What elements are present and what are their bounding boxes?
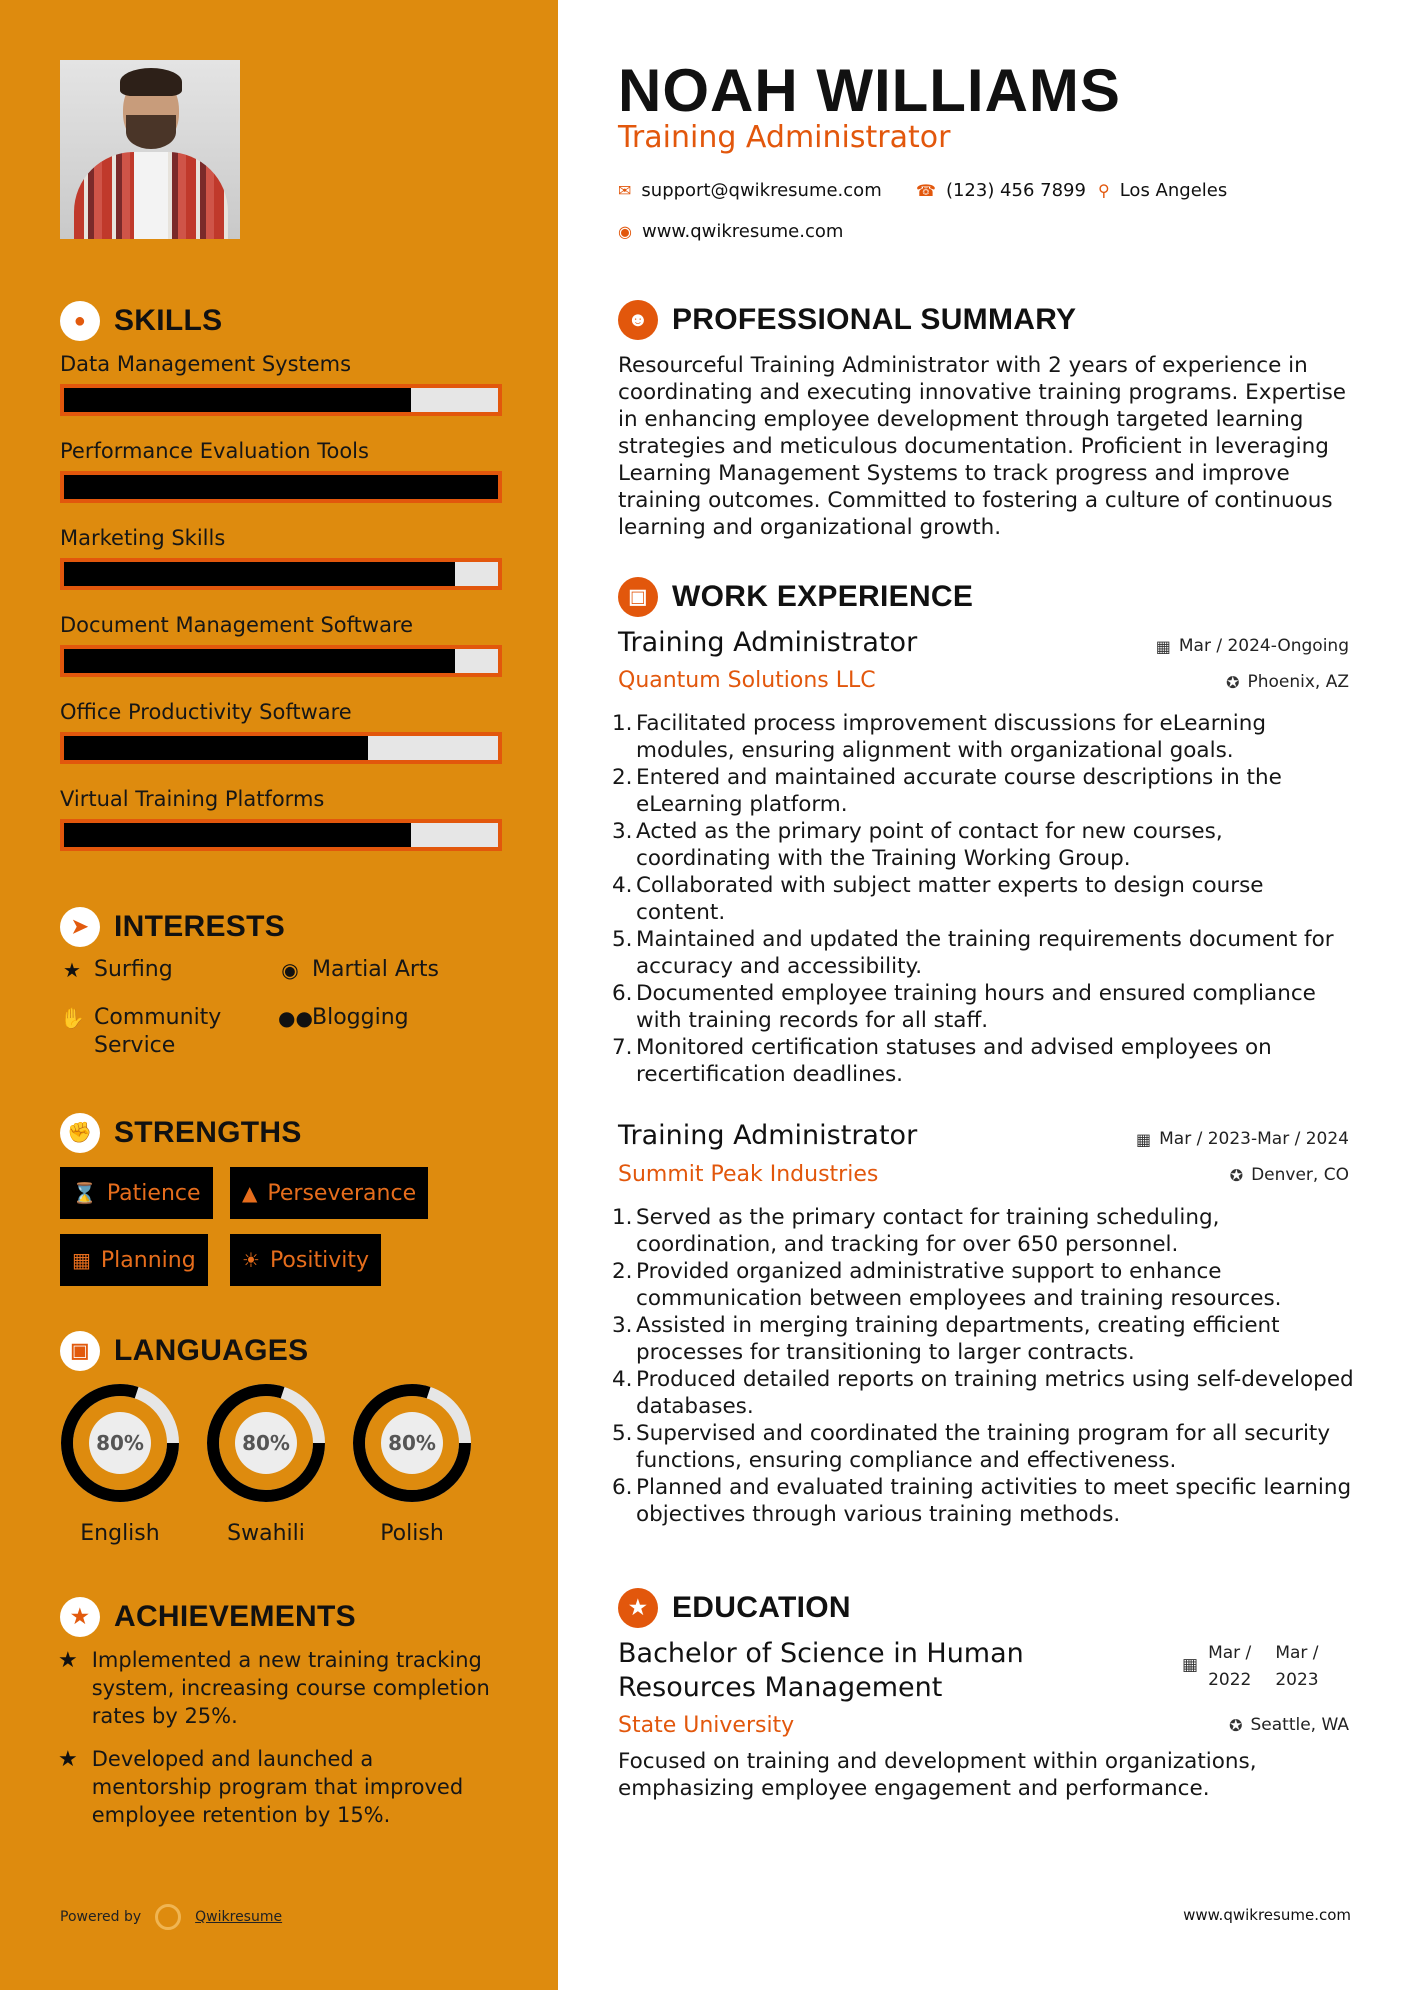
interest-item: ●● Blogging bbox=[278, 1005, 409, 1030]
skill-name: Virtual Training Platforms bbox=[60, 787, 325, 811]
star-badge-icon: ★ bbox=[60, 1597, 100, 1637]
candidate-title: Training Administrator bbox=[618, 120, 951, 155]
calendar-icon: ▦ bbox=[72, 1248, 91, 1272]
star-icon: ★ bbox=[58, 1648, 78, 1673]
languages-heading: ▣ LANGUAGES bbox=[60, 1331, 308, 1371]
achievements-heading: ★ ACHIEVEMENTS bbox=[60, 1597, 356, 1637]
bullet-number: 6. bbox=[612, 981, 633, 1006]
skill-item bbox=[60, 700, 502, 764]
bullet-number: 6. bbox=[612, 1475, 633, 1500]
interest-item: ★ Surfing bbox=[60, 956, 173, 984]
job-bullet bbox=[612, 710, 1358, 764]
language-name: Polish bbox=[380, 1521, 444, 1546]
globe-icon: ◉ bbox=[618, 222, 632, 241]
profile-photo bbox=[60, 60, 240, 239]
bullet-text: Served as the primary contact for training scheduling, coordination, and tracking for over 650 personnel. bbox=[636, 1205, 1220, 1257]
job-dates: ▦ Mar / 2023-Mar / 2024 bbox=[1135, 1129, 1349, 1149]
skill-name: Performance Evaluation Tools bbox=[60, 439, 369, 463]
language-level-ring bbox=[58, 1381, 182, 1505]
summary-text: Resourceful Training Administrator with 2 years of experience in coordinating and executing innovative training programs. Expertise in enhancing employee development through targeted learning strategies and meticulous documentation. Proficient in leveraging Learning Management Systems to track progress and improve training outcomes. Committed to fostering a culture of continuous learning and organizational growth. bbox=[618, 353, 1346, 540]
summary-heading: ☻ PROFESSIONAL SUMMARY bbox=[618, 300, 1076, 340]
strength-badge: ▲ Perseverance bbox=[230, 1167, 428, 1219]
bullet-number: 1. bbox=[612, 711, 633, 736]
bullet-text: Provided organized administrative support to enhance communication between employees and training resources. bbox=[636, 1259, 1282, 1311]
bullet-number: 5. bbox=[612, 1421, 633, 1446]
envelope-icon: ✉ bbox=[618, 181, 632, 200]
skill-level-bar bbox=[60, 384, 502, 416]
school-name: State University bbox=[618, 1713, 795, 1738]
job-bullet bbox=[612, 1258, 1358, 1312]
lightbulb-icon: ● bbox=[60, 301, 100, 341]
language-percent: 80% bbox=[96, 1431, 144, 1455]
job-bullet bbox=[612, 764, 1358, 818]
experience-heading: ▣ WORK EXPERIENCE bbox=[618, 577, 973, 617]
skill-level-fill bbox=[64, 475, 498, 499]
hand-icon: ✋ bbox=[60, 1006, 85, 1030]
bullet-text: Maintained and updated the training requirements document for accuracy and accessibility. bbox=[636, 927, 1334, 979]
job-bullet bbox=[612, 1420, 1358, 1474]
bullet-text: Documented employee training hours and ensured compliance with training records for all staff. bbox=[636, 981, 1316, 1033]
pin-icon: ✪ bbox=[1229, 1715, 1243, 1735]
bullet-text: Facilitated process improvement discussions for eLearning modules, ensuring alignment with organizational goals. bbox=[636, 711, 1267, 763]
language-name: English bbox=[80, 1521, 160, 1546]
job-bullet bbox=[612, 1366, 1358, 1420]
skills-heading: ● SKILLS bbox=[60, 301, 222, 341]
achievement-item: ★ Developed and launched a mentorship program that improved employee retention by 15%. bbox=[58, 1747, 464, 1827]
qwikresume-logo-icon bbox=[155, 1904, 181, 1930]
job-bullets bbox=[612, 1204, 1358, 1528]
language-icon: ▣ bbox=[60, 1331, 100, 1371]
star-icon: ★ bbox=[63, 958, 81, 982]
skill-item bbox=[60, 439, 502, 503]
map-pin-icon: ⚲ bbox=[1098, 181, 1110, 200]
job-bullet bbox=[612, 926, 1358, 980]
footer-website[interactable]: www.qwikresume.com bbox=[1183, 1906, 1351, 1924]
education-location: ✪ Seattle, WA bbox=[1229, 1715, 1349, 1735]
job-company: Summit Peak Industries bbox=[618, 1162, 879, 1187]
users-icon: ●● bbox=[278, 1006, 313, 1030]
bullet-number: 2. bbox=[612, 1259, 633, 1284]
contact-website[interactable]: ◉ www.qwikresume.com bbox=[618, 221, 844, 242]
skill-level-bar bbox=[60, 471, 502, 503]
skill-level-fill bbox=[64, 388, 411, 412]
strength-badge: ▦ Planning bbox=[60, 1234, 208, 1286]
skill-name: Document Management Software bbox=[60, 613, 414, 637]
bullet-number: 2. bbox=[612, 765, 633, 790]
contact-phone[interactable]: ☎ (123) 456 7899 bbox=[916, 180, 1086, 201]
skill-level-bar bbox=[60, 558, 502, 590]
language-percent: 80% bbox=[242, 1431, 290, 1455]
skill-level-fill bbox=[64, 649, 455, 673]
language-item bbox=[204, 1381, 328, 1546]
bullet-text: Produced detailed reports on training metrics using self-developed databases. bbox=[636, 1367, 1354, 1419]
achievement-item: ★ Implemented a new training tracking system, increasing course completion rates by 25%. bbox=[58, 1648, 490, 1728]
candidate-name: NOAH WILLIAMS bbox=[618, 57, 1121, 124]
powered-by: Powered by Qwikresume bbox=[60, 1904, 282, 1930]
phone-icon: ☎ bbox=[916, 181, 936, 200]
language-item bbox=[58, 1381, 182, 1546]
language-level-ring bbox=[204, 1381, 328, 1505]
skill-level-bar bbox=[60, 645, 502, 677]
globe-icon: ◉ bbox=[281, 958, 299, 982]
calendar-icon: ▦ bbox=[1135, 1129, 1152, 1149]
bullet-text: Collaborated with subject matter experts to design course content. bbox=[636, 873, 1264, 925]
graduation-icon: ★ bbox=[618, 1588, 658, 1628]
user-icon: ☻ bbox=[618, 300, 658, 340]
skill-name: Marketing Skills bbox=[60, 526, 226, 550]
education-dates bbox=[1182, 1640, 1319, 1694]
strength-badge: ⌛ Patience bbox=[60, 1167, 213, 1219]
main-content bbox=[558, 0, 1407, 1990]
language-name: Swahili bbox=[227, 1521, 305, 1546]
skill-level-fill bbox=[64, 562, 455, 586]
language-percent: 80% bbox=[388, 1431, 436, 1455]
skill-item bbox=[60, 526, 502, 590]
job-title: Training Administrator bbox=[618, 627, 918, 658]
contact-location: ⚲ Los Angeles bbox=[1098, 180, 1228, 201]
job-bullet bbox=[612, 980, 1358, 1034]
skill-name: Data Management Systems bbox=[60, 352, 352, 376]
briefcase-icon: ▣ bbox=[618, 577, 658, 617]
skill-name: Office Productivity Software bbox=[60, 700, 352, 724]
paper-plane-icon: ➤ bbox=[60, 907, 100, 947]
job-bullet bbox=[612, 1474, 1358, 1528]
sidebar bbox=[0, 0, 558, 1990]
job-bullet bbox=[612, 1034, 1358, 1088]
skill-item bbox=[60, 787, 502, 851]
job-location: ✪ Phoenix, AZ bbox=[1226, 672, 1349, 692]
sun-icon: ☀ bbox=[242, 1248, 260, 1272]
bullet-number: 1. bbox=[612, 1205, 633, 1230]
pin-icon: ✪ bbox=[1226, 672, 1240, 692]
fist-icon: ✊ bbox=[60, 1113, 100, 1153]
job-company: Quantum Solutions LLC bbox=[618, 668, 876, 693]
strengths-heading: ✊ STRENGTHS bbox=[60, 1113, 302, 1153]
education-end: Mar / 2023 bbox=[1275, 1643, 1319, 1690]
bullet-text: Assisted in merging training departments, creating efficient processes for transitioning to larger contracts. bbox=[636, 1313, 1280, 1365]
job-bullets bbox=[612, 710, 1358, 1088]
skill-level-fill bbox=[64, 823, 411, 847]
hourglass-icon: ⌛ bbox=[72, 1181, 97, 1205]
job-bullet bbox=[612, 1204, 1358, 1258]
language-item bbox=[350, 1381, 474, 1546]
job-title: Training Administrator bbox=[618, 1120, 918, 1151]
bullet-number: 4. bbox=[612, 873, 633, 898]
education-start: Mar / 2022 bbox=[1208, 1643, 1252, 1690]
road-icon: ▲ bbox=[242, 1181, 258, 1205]
job-dates: ▦ Mar / 2024-Ongoing bbox=[1155, 636, 1349, 656]
bullet-number: 3. bbox=[612, 1313, 633, 1338]
bullet-number: 7. bbox=[612, 1035, 633, 1060]
bullet-text: Monitored certification statuses and advised employees on recertification deadlines. bbox=[636, 1035, 1272, 1087]
star-icon: ★ bbox=[58, 1747, 78, 1772]
skill-level-fill bbox=[64, 736, 368, 760]
skill-item bbox=[60, 352, 502, 416]
calendar-icon: ▦ bbox=[1182, 1655, 1199, 1675]
job-bullet bbox=[612, 1312, 1358, 1366]
education-description: Focused on training and development within organizations, emphasizing employee engagement and performance. bbox=[618, 1749, 1257, 1801]
education-heading: ★ EDUCATION bbox=[618, 1588, 851, 1628]
skill-level-bar bbox=[60, 732, 502, 764]
job-location: ✪ Denver, CO bbox=[1229, 1165, 1349, 1185]
bullet-text: Supervised and coordinated the training program for all security functions, ensuring compliance and effectiveness. bbox=[636, 1421, 1331, 1473]
bullet-number: 5. bbox=[612, 927, 633, 952]
bullet-number: 4. bbox=[612, 1367, 633, 1392]
skill-level-bar bbox=[60, 819, 502, 851]
bullet-text: Planned and evaluated training activities to meet specific learning objectives through various training methods. bbox=[636, 1475, 1352, 1527]
interests-heading: ➤ INTERESTS bbox=[60, 907, 285, 947]
job-bullet bbox=[612, 818, 1358, 872]
bullet-number: 3. bbox=[612, 819, 633, 844]
job-bullet bbox=[612, 872, 1358, 926]
language-level-ring bbox=[350, 1381, 474, 1505]
pin-icon: ✪ bbox=[1229, 1165, 1244, 1185]
bullet-text: Acted as the primary point of contact for new courses, coordinating with the Training Working Group. bbox=[636, 819, 1223, 871]
brand-link[interactable]: Qwikresume bbox=[195, 1909, 283, 1925]
contact-email[interactable]: ✉ support@qwikresume.com bbox=[618, 180, 882, 201]
bullet-text: Entered and maintained accurate course descriptions in the eLearning platform. bbox=[636, 765, 1282, 817]
calendar-icon: ▦ bbox=[1155, 636, 1171, 656]
degree-title: Bachelor of Science in Human Resources Management bbox=[618, 1638, 1024, 1703]
skill-item bbox=[60, 613, 502, 677]
interest-item: ✋ Community Service bbox=[60, 1005, 222, 1058]
interest-item: ◉ Martial Arts bbox=[278, 956, 439, 984]
strength-badge: ☀ Positivity bbox=[230, 1234, 381, 1286]
